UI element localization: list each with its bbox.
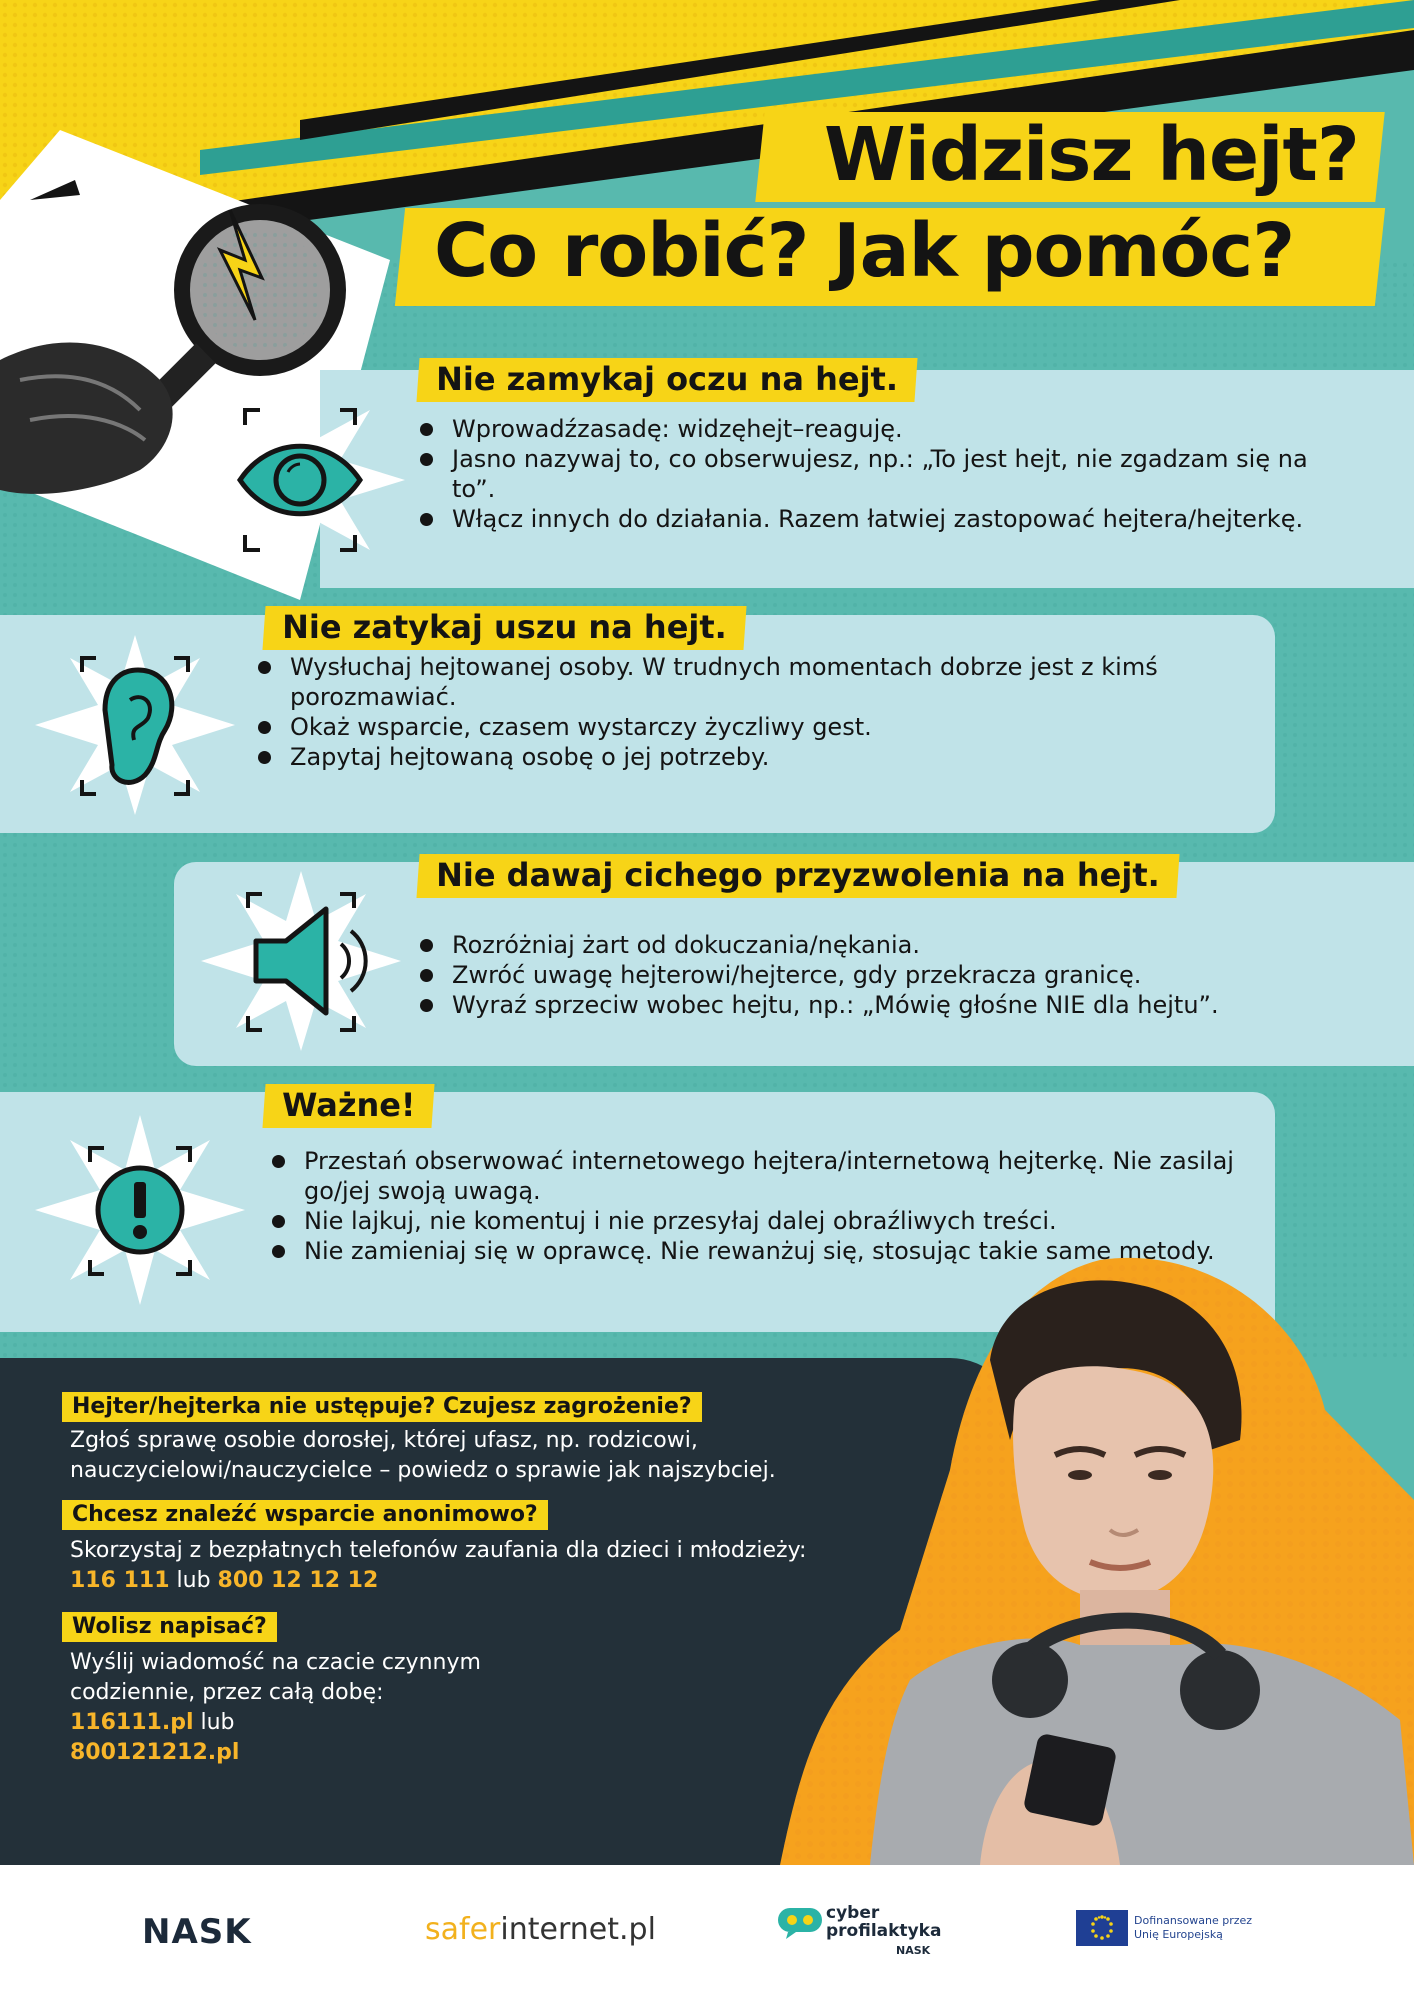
bullet-3-2: Zwróć uwagę hejterowi/hejterce, gdy przekracza granicę. [418, 960, 1408, 990]
title-line-1: Widzisz hejt? [824, 112, 1359, 198]
help-answer-2-line-1: Skorzystaj z bezpłatnych telefonów zaufania dla dzieci i młodzieży: [70, 1538, 807, 1563]
help-question-1: Hejter/hejterka nie ustępuje? Czujesz zagrożenie? [62, 1392, 702, 1422]
bullet-3-1: Rozróżniaj żart od dokuczania/nękania. [418, 930, 1408, 960]
help-question-3: Wolisz napisać? [62, 1612, 277, 1642]
bullet-4-2: Nie lajkuj, nie komentuj i nie przesyłaj dalej obraźliwych treści. [270, 1206, 1270, 1236]
cyberprofilaktyka-logo: cyber profilaktyka [826, 1903, 942, 1941]
help-answer-3-line-1: Wyślij wiadomość na czacie czynnym [70, 1650, 481, 1675]
eu-flag-icon [1076, 1910, 1128, 1946]
bullet-3-3: Wyraź sprzeciw wobec hejtu, np.: „Mówię głośne NIE dla hejtu”. [418, 990, 1408, 1020]
section-bullets-3 [418, 930, 1408, 1020]
section-title-3: Nie dawaj cichego przyzwolenia na hejt. [416, 854, 1179, 898]
saferinternet-logo: saferinternet.pl [425, 1912, 656, 1947]
section-bullets-4 [270, 1146, 1270, 1266]
site-116111-link[interactable]: 116111.pl [70, 1710, 194, 1735]
section-bullets-2 [256, 652, 1256, 772]
phone-800121212[interactable]: 800 12 12 12 [217, 1568, 379, 1593]
nask-logo: NASK [142, 1912, 252, 1952]
exclamation-icon [30, 1110, 250, 1310]
site-800121212-link[interactable]: 800121212.pl [70, 1740, 240, 1765]
bullet-2-1: Wysłuchaj hejtowanej osoby. W trudnych momentach dobrze jest z kimś porozmawiać. [256, 652, 1256, 712]
eu-funding-text: Dofinansowane przez Unię Europejską [1134, 1914, 1253, 1941]
section-title-4: Ważne! [262, 1084, 435, 1128]
cyberprofilaktyka-logo-icon [776, 1906, 824, 1940]
ear-icon [30, 630, 240, 820]
bullet-1-3: Włącz innych do działania. Razem łatwiej zastopować hejtera/hejterkę. [418, 504, 1318, 534]
bullet-1-2: Jasno nazywaj to, co obserwujesz, np.: „To jest hejt, nie zgadzam się na to”. [418, 444, 1318, 504]
section-title-1: Nie zamykaj oczu na hejt. [416, 358, 917, 402]
bullet-4-3: Nie zamieniaj się w oprawcę. Nie rewanżuj się, stosując takie same metody. [270, 1236, 1270, 1266]
sites-or: lub [200, 1710, 235, 1735]
cyberprofilaktyka-nask: NASK [896, 1944, 931, 1957]
help-answer-3-line-2: codziennie, przez całą dobę: [70, 1680, 384, 1705]
speaker-icon [196, 866, 406, 1056]
bullet-4-1: Przestań obserwować internetowego hejtera/internetową hejterkę. Nie zasilaj go/jej swoją uwagą. [270, 1146, 1270, 1206]
help-answer-1-line-2: nauczycielowi/nauczycielce – powiedz o sprawie jak najszybciej. [70, 1458, 776, 1483]
help-answer-1-line-1: Zgłoś sprawę osobie dorosłej, której ufasz, np. rodzicowi, [70, 1428, 698, 1453]
teen-photo [780, 1250, 1414, 1865]
phone-116111[interactable]: 116 111 [70, 1568, 170, 1593]
bullet-2-2: Okaż wsparcie, czasem wystarczy życzliwy gest. [256, 712, 1256, 742]
eye-icon [190, 380, 410, 580]
phones-or: lub [176, 1568, 211, 1593]
help-phones [70, 1566, 378, 1596]
section-title-2: Nie zatykaj uszu na hejt. [262, 606, 746, 650]
help-site-line-2 [70, 1738, 239, 1768]
help-site-line-1 [70, 1708, 235, 1738]
bullet-1-1: Wprowadźzasadę: widzęhejt–reaguję. [418, 414, 1318, 444]
bullet-2-3: Zapytaj hejtowaną osobę o jej potrzeby. [256, 742, 1256, 772]
section-bullets-1 [418, 414, 1318, 534]
title-line-2: Co robić? Jak pomóc? [434, 208, 1295, 294]
help-question-2: Chcesz znaleźć wsparcie anonimowo? [62, 1500, 548, 1530]
